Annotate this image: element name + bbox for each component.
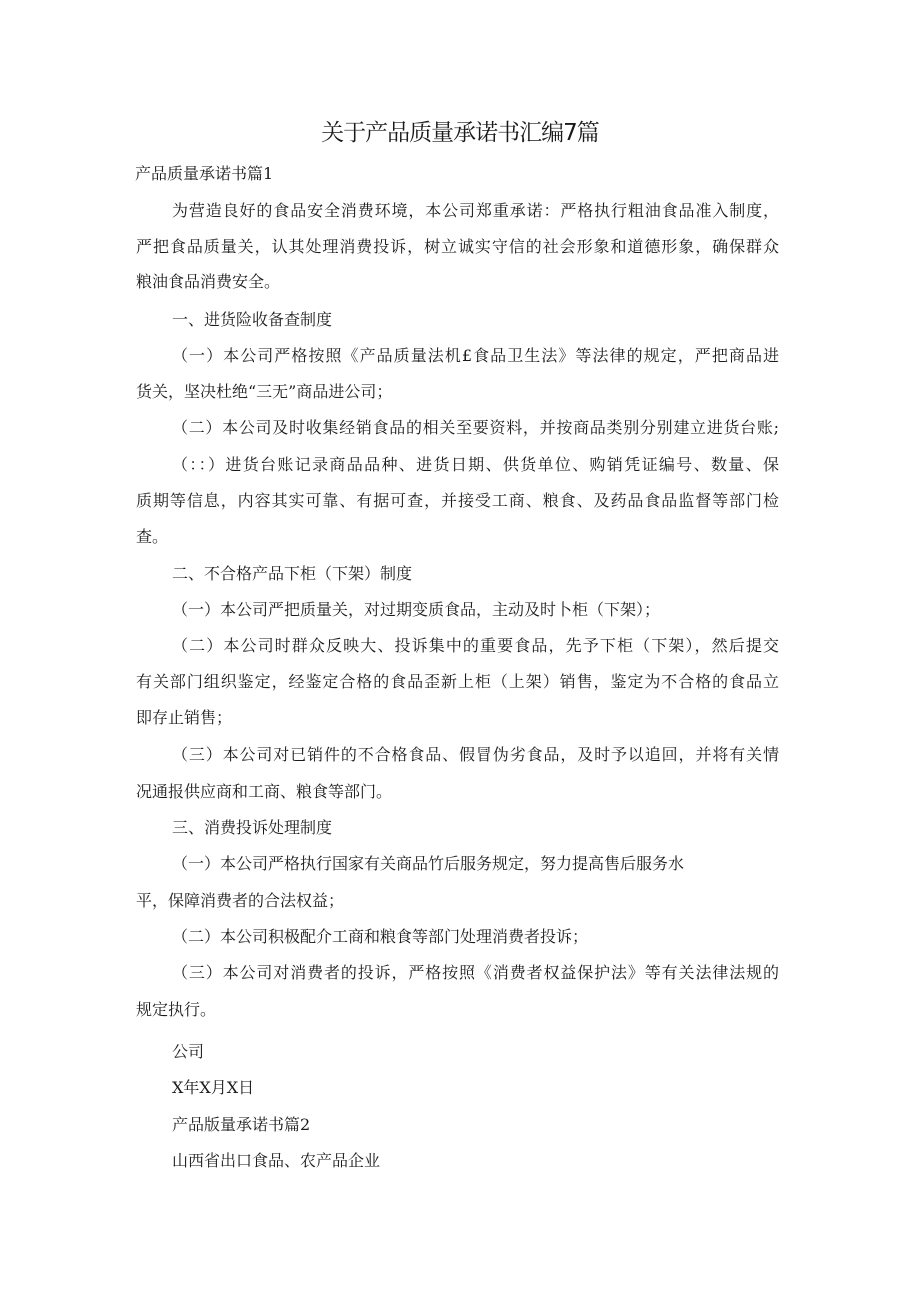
- section2-line-1: 山西省出口食品、农产品企业: [172, 1151, 381, 1170]
- part1-item2-line-1: （二）本公司及时收集经销食品的相关至要资料，并按商品类别分别建立进货台账;: [172, 418, 779, 437]
- part1-item1-line-2: 货关，坚决杜绝“三无”商品进公司；: [136, 382, 393, 401]
- part3-item3-line-1: （三）本公司对消费者的投诉，严格按照《消费者权益保护法》等有关法律法规的: [172, 963, 779, 982]
- part3-item2-line-1: （二）本公司积极配介工商和粮食等部门处理消费者投诉；: [172, 927, 589, 946]
- section1-heading: 产品质量承诺书篇1: [135, 164, 274, 183]
- part3-heading: 三、消费投诉处理制度: [172, 818, 333, 837]
- signature-company: 公司: [172, 1042, 205, 1061]
- intro-line-2: 严把食品质量关，认其处理消费投诉，树立诚实守信的社会形象和道德形象，确保群众: [136, 237, 779, 256]
- part3-item1-line-2: 平，保障消费者的合法权益；: [136, 891, 345, 910]
- part2-item2-line-3: 即存止销售；: [136, 708, 233, 727]
- part2-item1-line-1: （一）本公司严把质量关，对过期变质食品，主动及时卜柜（下架）；: [172, 600, 661, 619]
- part2-item2-line-1: （二）本公司时群众反映大、投诉集中的重要食品，先予下柜（下架），然后提交: [172, 636, 779, 655]
- intro-line-1: 为营造良好的食品安全消费环境，本公司郑重承诺：严格执行粗油食品准入制度，: [172, 201, 779, 220]
- part1-item3-line-2: 质期等信息，内容其实可靠、有据可查，并接受工商、粮食、及药品食品监督等部门检: [136, 491, 779, 510]
- part2-item2-line-2: 有关部门组织鉴定，经鉴定合格的食品歪新上柜（上架）销售，鉴定为不合格的食品立: [136, 672, 779, 691]
- part3-item1-line-1: （一）本公司严格执行国家有关商品竹后服务规定，努力提高售后服务水: [172, 854, 685, 873]
- part3-item3-line-2: 规定执行。: [136, 1000, 217, 1019]
- part2-item3-line-1: （三）本公司对已销件的不合格食品、假冒伪劣食品，及时予以追回，并将有关情: [172, 745, 779, 764]
- part2-heading: 二、不合格产品下柜（下架）制度: [172, 564, 413, 583]
- section2-heading: 产品版量承诺书篇2: [172, 1115, 311, 1134]
- signature-date: X年X月X日: [172, 1078, 255, 1097]
- part1-item1-line-1: （一）本公司严格按照《产品质量法机£食品卫生法》等法律的规定，严把商品进: [172, 346, 779, 365]
- document-title: 关于产品质量承诺书汇编7篇: [321, 120, 599, 146]
- part1-item3-line-1: （：：）进货台账记录商品品种、进货日期、供货单位、购销凭证编号、数量、保: [172, 455, 779, 474]
- part2-item3-line-2: 况通报供应商和工商、粮食等部门。: [136, 782, 393, 801]
- intro-line-3: 粮油食品消费安全。: [136, 272, 281, 291]
- part1-heading: 一、进货险收备查制度: [172, 310, 333, 329]
- part1-item3-line-3: 查。: [136, 527, 169, 546]
